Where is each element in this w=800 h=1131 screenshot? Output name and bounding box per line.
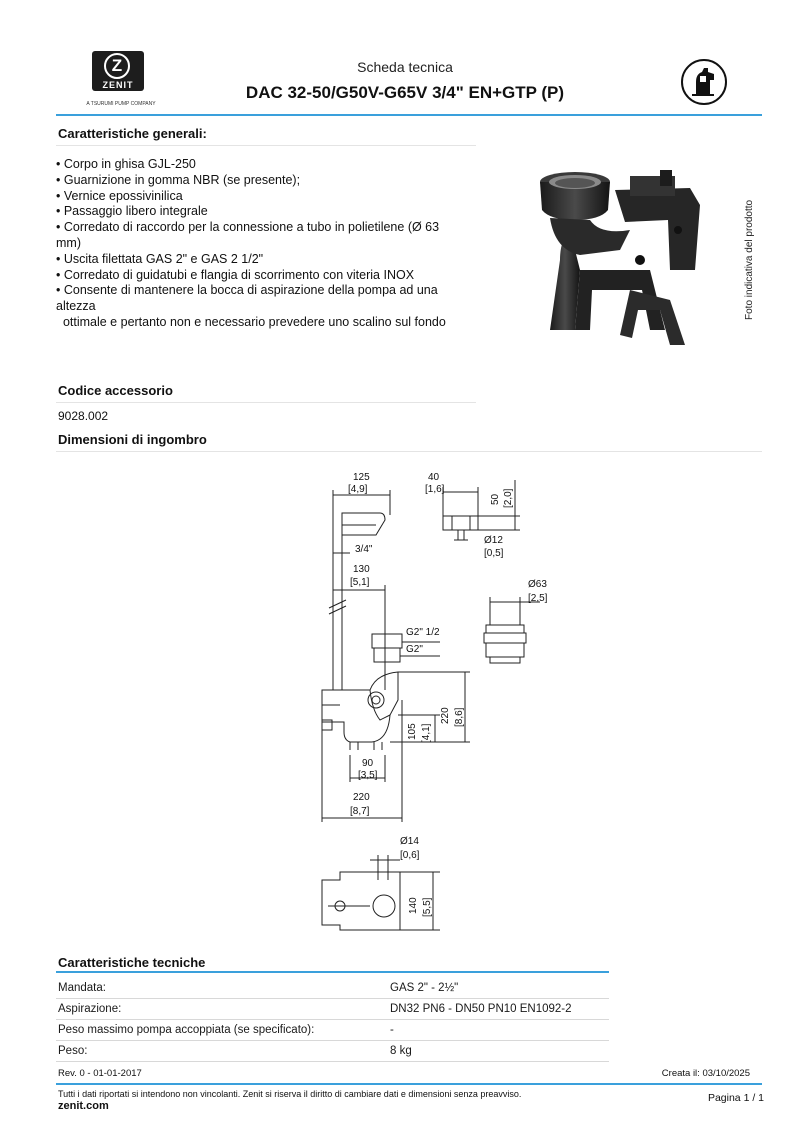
dim-140-inch: [5,5] — [422, 897, 433, 917]
dim-125-inch: [4,9] — [348, 484, 368, 495]
accessory-divider — [56, 402, 476, 403]
dim-140: 140 — [408, 897, 419, 914]
spec-label: Peso massimo pompa accoppiata (se specificato): — [58, 1024, 315, 1036]
footer-divider — [56, 1083, 762, 1085]
spec-value: - — [390, 1024, 394, 1036]
dim-63: Ø63 — [528, 579, 547, 590]
general-divider — [56, 145, 476, 146]
dim-50: 50 — [490, 493, 501, 505]
bullet-8-cont2: ottimale e pertanto non e necessario prevedere uno scalino sul fondo — [56, 314, 446, 329]
dim-50-inch: [2,0] — [503, 488, 514, 508]
dim-220-vertical-inch: [8,6] — [454, 707, 465, 727]
general-title: Caratteristiche generali: — [58, 126, 207, 141]
bullet-1: • Corpo in ghisa GJL-250 — [56, 157, 196, 171]
dim-220-vertical: 220 — [440, 707, 451, 724]
general-bullets — [56, 157, 476, 331]
bullet-7: • Corredato di guidatubi e flangia di scorrimento con viteria INOX — [56, 267, 415, 282]
bullet-6: • Uscita filettata GAS 2" e GAS 2 1/2" — [56, 251, 264, 266]
spec-row — [56, 1041, 609, 1062]
dim-63-inch: [2,5] — [528, 593, 548, 604]
accessory-title: Codice accessorio — [58, 383, 173, 398]
spec-value: DN32 PN6 - DN50 PN10 EN1092-2 — [390, 1003, 572, 1015]
accessory-code: 9028.002 — [58, 409, 109, 423]
photo-caption-anchor — [744, 199, 755, 330]
bullet-4: • Passaggio libero integrale — [56, 204, 208, 219]
dim-14-inch: [0,6] — [400, 850, 420, 861]
product-title: DAC 32-50/G50V-G65V 3/4" EN+GTP (P) — [245, 83, 565, 102]
header-divider — [56, 114, 762, 116]
dim-12: Ø12 — [484, 535, 503, 546]
specs-title: Caratteristiche tecniche — [58, 955, 206, 970]
created-date: Creata il: 03/10/2025 — [661, 1068, 750, 1079]
bullet-8: • Consente di mantenere la bocca di aspirazione della pompa ad una — [56, 283, 438, 298]
dim-125: 125 — [353, 472, 370, 483]
dim-90-inch: [3,5] — [358, 770, 378, 781]
dim-g2-1-2: G2" 1/2 — [406, 627, 440, 638]
bullet-2: • Guarnizione in gomma NBR (se presente); — [56, 172, 301, 187]
website-link[interactable]: zenit.com — [58, 1100, 109, 1112]
dim-220-inch: [8,7] — [350, 806, 370, 817]
dimensions-title: Dimensioni di ingombro — [58, 432, 207, 447]
dimensions-divider — [56, 451, 762, 452]
dim-40: 40 — [428, 472, 440, 483]
revision: Rev. 0 - 01-01-2017 — [58, 1068, 142, 1079]
dim-220: 220 — [353, 792, 370, 803]
coupling-foot-icon — [680, 58, 728, 106]
disclaimer: Tutti i dati riportati si intendono non vincolanti. Zenit si riserva il diritto di cambiare dati e dimensioni senza preavviso. — [58, 1089, 522, 1099]
spec-label: Mandata: — [58, 982, 106, 994]
document-type: Scheda tecnica — [357, 59, 453, 75]
specs-divider — [56, 971, 609, 973]
bullet-5: • Corredato di raccordo per la connessione a tubo in polietilene (Ø 63 — [56, 220, 440, 235]
dim-105-inch: [4,1] — [421, 723, 432, 743]
logo-subtitle: A TSURUMI PUMP COMPANY — [86, 101, 156, 107]
page-number: Pagina 1 / 1 — [707, 1092, 764, 1104]
logo-word: ZENIT — [102, 80, 134, 90]
dim-40-inch: [1,6] — [425, 484, 445, 495]
spec-label: Peso: — [58, 1045, 88, 1057]
dimension-drawing — [300, 460, 570, 940]
dim-12-inch: [0,5] — [484, 548, 504, 559]
spec-row — [56, 999, 609, 1020]
spec-label: Aspirazione: — [58, 1003, 122, 1015]
spec-value: GAS 2" - 2½" — [390, 982, 459, 994]
dim-130: 130 — [353, 564, 370, 575]
photo-caption: Foto indicativa del prodotto — [744, 199, 755, 320]
dim-14: Ø14 — [400, 836, 419, 847]
bullet-3: • Vernice epossivinilica — [56, 188, 183, 203]
dim-90: 90 — [362, 758, 374, 769]
dim-130-inch: [5,1] — [350, 577, 370, 588]
dim-g2: G2" — [406, 644, 423, 655]
dim-3-4: 3/4" — [355, 544, 373, 555]
logo-mark: Z — [111, 56, 123, 75]
spec-row — [56, 978, 609, 999]
product-photo — [520, 160, 720, 360]
spec-value: 8 kg — [390, 1045, 412, 1057]
bullet-8-cont: altezza — [56, 299, 96, 314]
specs-table — [56, 978, 609, 1062]
spec-row — [56, 1020, 609, 1041]
bullet-5-cont: mm) — [56, 235, 81, 250]
dim-105: 105 — [407, 723, 418, 740]
